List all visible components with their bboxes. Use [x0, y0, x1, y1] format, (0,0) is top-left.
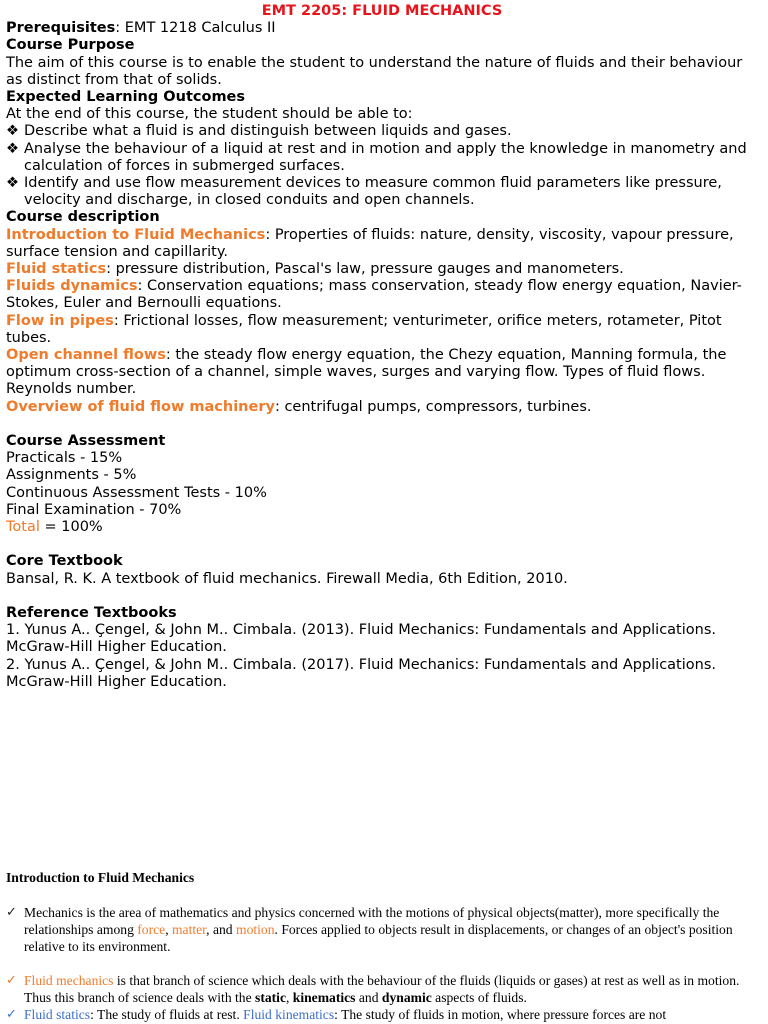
notes-item — [6, 972, 762, 1006]
notes-text: : The study of fluids at rest. — [90, 1007, 244, 1022]
notes-text: and — [355, 990, 382, 1005]
topic-text: : Properties of fluids: nature, density, viscosity, vapour pressure, surface tension and capillarity. — [6, 226, 734, 260]
topic-name: Flow in pipes — [6, 312, 114, 329]
topic-text: : pressure distribution, Pascal's law, pressure gauges and manometers. — [106, 261, 624, 278]
term-fluid-mechanics: Fluid mechanics — [24, 973, 114, 988]
diamond-bullet-icon: ❖ — [6, 123, 19, 140]
purpose-heading: Course Purpose — [6, 37, 135, 54]
topic-entry — [6, 278, 758, 312]
notes-text: Mechanics is the area of mathematics and physics concerned with the motions of physical objects(matter), more specifically the relationships among — [24, 905, 720, 937]
outcomes-list — [6, 123, 758, 209]
outcome-item — [6, 141, 758, 175]
term-matter: matter — [171, 922, 207, 937]
notes-page — [6, 869, 762, 1023]
assessment-item: Continuous Assessment Tests - 10% — [6, 484, 267, 501]
topic-entry — [6, 399, 758, 416]
topic-entry — [6, 261, 758, 278]
assessment-item: Final Examination - 70% — [6, 501, 182, 518]
diamond-bullet-icon: ❖ — [6, 175, 19, 192]
outcome-text: Describe what a fluid is and distinguish between liquids and gases. — [24, 123, 512, 140]
check-icon: ✓ — [6, 905, 17, 920]
topic-entry — [6, 313, 758, 347]
check-icon: ✓ — [6, 973, 17, 988]
outcome-item — [6, 175, 758, 209]
core-textbook-text: Bansal, R. K. A textbook of fluid mechanics. Firewall Media, 6th Edition, 2010. — [6, 570, 568, 587]
term-motion: motion — [236, 922, 275, 937]
reference-item: 2. Yunus A.. Çengel, & John M.. Cimbala. (2017). Fluid Mechanics: Fundamentals and Applications. McGraw-Hill Higher Education. — [6, 656, 716, 690]
syllabus-page — [6, 3, 758, 691]
term-static: static — [255, 990, 286, 1005]
term-dynamic: dynamic — [381, 990, 432, 1005]
reference-heading: Reference Textbooks — [6, 605, 177, 622]
diamond-bullet-icon: ❖ — [6, 140, 19, 157]
topic-text: : centrifugal pumps, compressors, turbines. — [274, 398, 592, 415]
topic-text: : the steady flow energy equation, the Chezy equation, Manning formula, the optimum cross-section of a channel, simple waves, surges and varying flow. Types of fluid flows. Reynolds number. — [6, 347, 727, 398]
notes-item — [6, 1006, 762, 1023]
assessment-total — [6, 519, 758, 536]
assessment-heading: Course Assessment — [6, 433, 166, 450]
notes-item — [6, 904, 762, 955]
reference-item: 1. Yunus A.. Çengel, & John M.. Cimbala. (2013). Fluid Mechanics: Fundamentals and Applications. McGraw-Hill Higher Education. — [6, 622, 716, 656]
notes-text: , — [285, 990, 293, 1005]
notes-list — [6, 904, 762, 1023]
topic-name: Fluid statics — [6, 261, 107, 278]
term-kinematics: kinematics — [292, 990, 356, 1005]
topic-text: : Conservation equations; mass conservation, steady flow energy equation, Navier-Stokes, Euler and Bernoulli equations. — [6, 278, 742, 312]
topic-entry — [6, 347, 758, 399]
prerequisites-line — [6, 20, 758, 37]
purpose-text: The aim of this course is to enable the student to understand the nature of fluids and their behaviour as distinct from that of solids. — [6, 54, 743, 88]
core-textbook-heading: Core Textbook — [6, 553, 123, 570]
spacer — [6, 536, 758, 553]
term-force: force — [137, 922, 166, 937]
total-label: Total — [6, 519, 40, 536]
topic-name: Introduction to Fluid Mechanics — [6, 226, 266, 243]
description-heading: Course description — [6, 209, 160, 226]
check-icon: ✓ — [6, 1007, 17, 1022]
total-value: = 100% — [39, 519, 103, 536]
course-title: EMT 2205: FLUID MECHANICS — [261, 3, 503, 19]
spacer — [6, 416, 758, 433]
term-fluid-kinematics: Fluid kinematics — [243, 1007, 335, 1022]
topic-name: Fluids dynamics — [6, 278, 138, 295]
notes-text: is that branch of science which deals with the behaviour of the fluids (liquids or gases) at rest as well as in motion. Thus this branch of science deals with the — [24, 973, 740, 1005]
assessment-item: Practicals - 15% — [6, 450, 123, 467]
notes-text: : The study of fluids in motion, where pressure forces are not — [334, 1007, 667, 1022]
topic-entry — [6, 227, 758, 261]
spacer — [6, 588, 758, 605]
term-fluid-statics: Fluid statics — [24, 1007, 91, 1022]
notes-text: , and — [206, 922, 236, 937]
outcome-text: Analyse the behaviour of a liquid at rest and in motion and apply the knowledge in manometry and calculation of forces in submerged surfaces. — [24, 140, 747, 174]
prerequisites-label: Prerequisites — [6, 20, 116, 37]
outcomes-intro: At the end of this course, the student should be able to: — [6, 106, 413, 123]
outcomes-heading: Expected Learning Outcomes — [6, 89, 246, 106]
notes-text: , — [165, 922, 172, 937]
notes-text: aspects of fluids. — [431, 990, 527, 1005]
outcome-text: Identify and use flow measurement devices to measure common fluid parameters like pressure, velocity and discharge, in closed conduits and open channels. — [24, 175, 722, 209]
topic-name: Open channel flows — [6, 347, 166, 364]
prerequisites-value: : EMT 1218 Calculus II — [115, 20, 276, 37]
assessment-item: Assignments - 5% — [6, 467, 137, 484]
notes-section-title: Introduction to Fluid Mechanics — [6, 870, 195, 885]
notes-text: . Forces applied to objects result in displacements, or changes of an object's position relative to its environment. — [24, 922, 733, 954]
outcome-item — [6, 123, 758, 140]
topic-name: Overview of fluid flow machinery — [6, 398, 275, 415]
topic-text: : Frictional losses, flow measurement; venturimeter, orifice meters, rotameter, Pitot tubes. — [6, 312, 722, 346]
